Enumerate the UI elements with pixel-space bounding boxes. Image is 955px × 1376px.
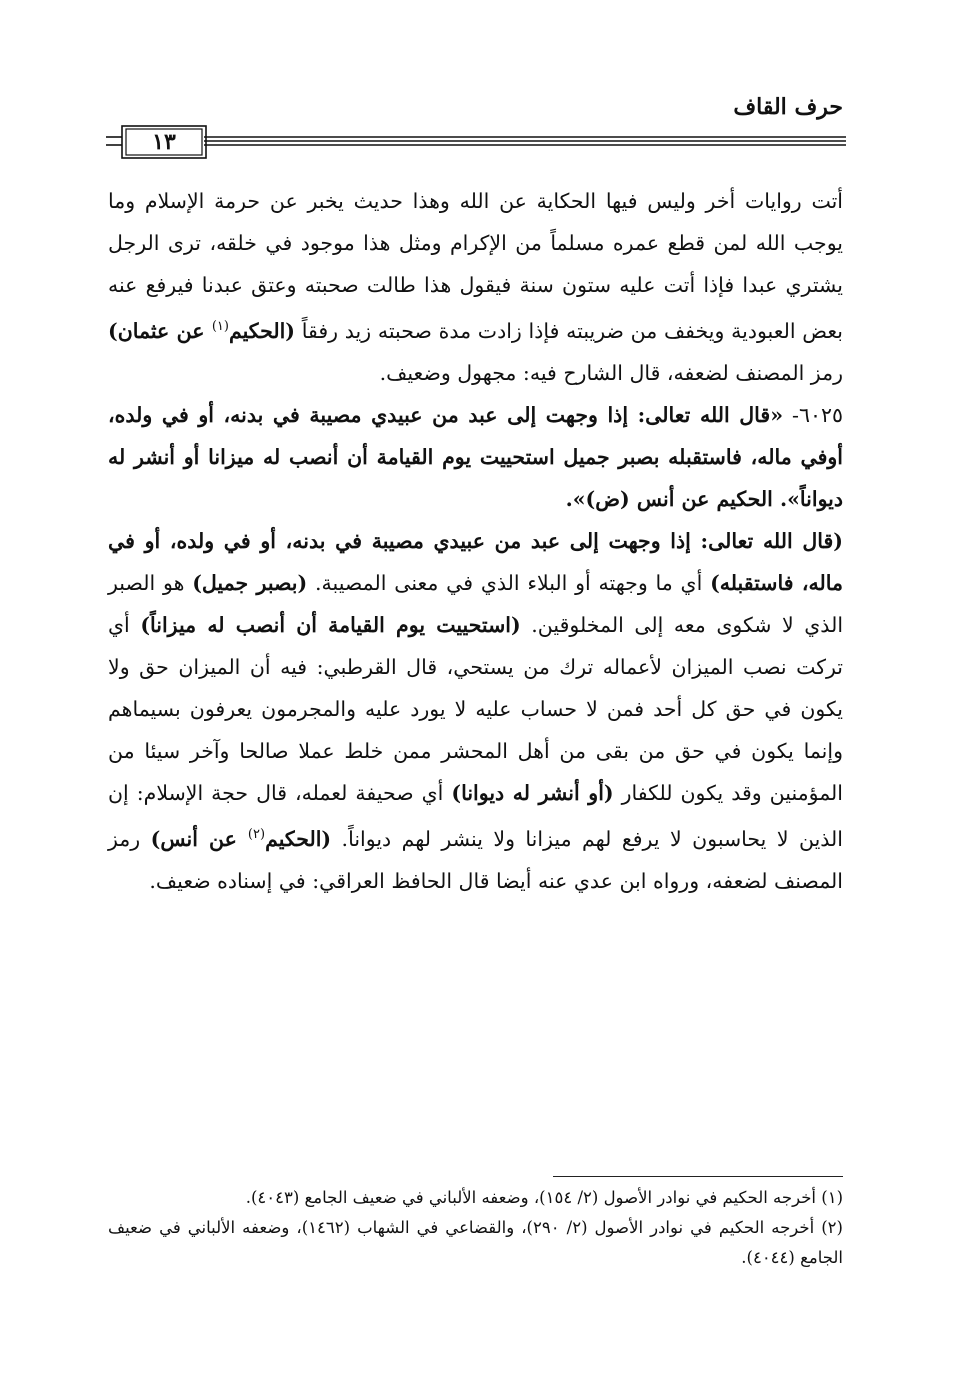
main-text [108,180,843,902]
footnote-ref: (١) [211,319,229,334]
footnote: (١) أخرجه الحكيم في نوادر الأصول (٢/ ١٥٤)، وضعفه الألباني في ضعيف الجامع (٤٠٤٣). [245,1188,843,1207]
chapter-title: حرف القاف [733,94,843,120]
page-number: ١٣ [152,129,176,155]
bold-text: (أو أنشر له ديوانا) [451,780,614,805]
text-run: أي صحيفة لعمله، قال حجة الإسلام: إن الذين لا يحاسبون لا يرفع لهم ميزانا ولا ينشر لهم ديواناً. [108,780,843,851]
footnote: (٢) أخرجه الحكيم في نوادر الأصول (٢/ ٢٩٠)، والقضاعي في الشهاب (١٤٦٢)، وضعفه الألباني في ضعيف الجامع (٤٠٤٤). [108,1218,843,1267]
text-run: أي ما وجهته أو البلاء الذي في معنى المصيبة. [307,570,711,595]
paragraph [108,180,843,394]
text-run: رمز المصنف لضعفه، ورواه ابن عدي عنه أيضا قال الحافظ العراقي: في إسناده ضعيف. [108,826,843,893]
text-run: هو الصبر الذي لا شكوى معه إلى المخلوقين. [108,570,844,637]
bold-text: عن أنس) [150,826,248,851]
bold-text: عن عثمان) [108,318,212,343]
text-run: ٦٠٢٥- [783,402,843,427]
bold-text: (بصبر جميل) [192,570,308,595]
text-run: أتت روايات أخر وليس فيها الحكاية عن الله وهذا حديث يخبر عن حرمة الإسلام وما يوجب الله لمن قطع عمره مسلماً من الإكرام ومثل هذا موجود في خلقه، ترى الرجل يشتري عبدا فإذا أتت عليه ستون سنة فيقول هذا طالت صحبته وعتق عبدنا فيرفع عنه بعض العبودية ويخفف من ضريبته فإذا زادت مدة صحبته زيد رفقاً [108,189,843,343]
text-run: رمز المصنف لضعفه، قال الشارح فيه: مجهول وضعيف. [379,360,843,385]
bold-text: (الحكيم [265,826,332,851]
text-run: أي تركت نصب الميزان لأعماله ترك من يستحي، قال القرطبي: فيه أن الميزان حق ولا يكون في حق كل أحد فمن لا حساب عليه لا يورد عليه والمجرمون يعرفون بسيماهم وإنما يكون في حق من بقى من أهل المحشر ممن خلط عملا صالحا وآخر سيئا من المؤمنين وقد يكون للكفار [108,612,844,805]
bold-text: (قال الله تعالى: إذا وجهت إلى عبد من عبيدي مصيبة في بدنه، أو في ولده، أو في ماله، فاستقبله) [108,528,843,595]
footnotes [108,1183,843,1273]
bold-text: (استحييت يوم القيامة أن أنصب له ميزاناً) [140,612,521,637]
header-rule [86,125,846,161]
paragraph [108,394,843,520]
paragraph [108,520,843,902]
bold-text: (الحكيم [228,318,295,343]
bold-text: «قال الله تعالى: إذا وجهت إلى عبد من عبيدي مصيبة في بدنه، أو في ولده، أوفي ماله، فاستقبله بصبر جميل استحييت يوم القيامة أن أنصب له ميزانا أو أنشر له ديواناً». الحكيم عن أنس (ض)». [108,402,843,511]
footnote-ref: (٢) [247,826,266,842]
footnote-separator [553,1176,843,1177]
